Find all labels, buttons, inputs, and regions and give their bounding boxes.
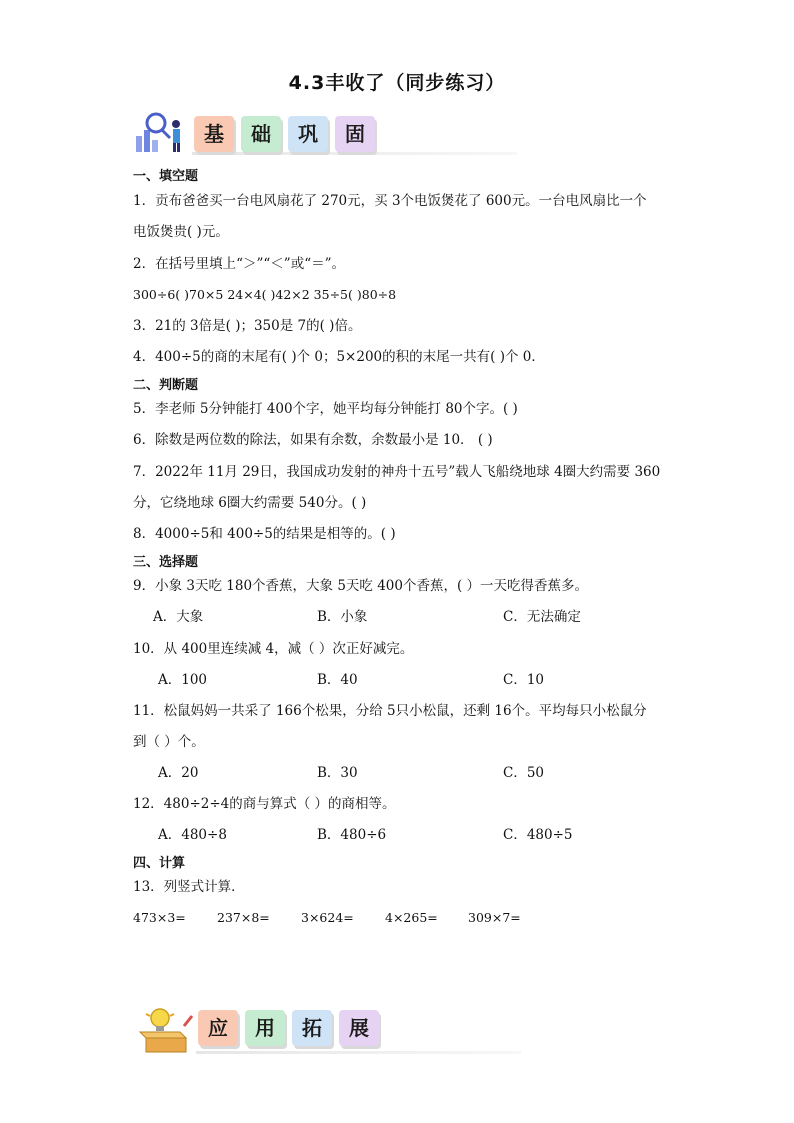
- question-2-line2: 300÷6( )70×5 24×4( )42×2 35÷5( )80÷8: [133, 287, 397, 302]
- question-10-option-b: B．40: [317, 672, 358, 688]
- question-6: 6．除数是两位数的除法，如果有余数，余数最小是 10． ( ): [133, 432, 493, 448]
- question-7-line2: 分，它绕地球 6圈大约需要 540分。( ): [133, 495, 367, 511]
- banner-tile: 础: [241, 116, 281, 152]
- banner-tile: 展: [339, 1010, 379, 1046]
- calc-item: 4×265=: [385, 910, 438, 925]
- question-4: 4．400÷5的商的末尾有( )个 0；5×200的积的末尾一共有( )个 0．: [133, 349, 545, 365]
- page-title: 4.3丰收了（同步练习）: [288, 72, 506, 94]
- lightbulb-box-icon: [136, 1006, 196, 1054]
- calc-item: 309×7=: [468, 910, 521, 925]
- question-12-option-a: A．480÷8: [158, 827, 227, 843]
- question-11-line2: 到（ ）个。: [133, 734, 205, 750]
- section-heading-choice: 三、选择题: [133, 555, 199, 570]
- section-heading-fill: 一、填空题: [133, 169, 199, 184]
- banner-tile: 基: [194, 116, 234, 152]
- question-7-line1: 7．2022年 11月 29日，我国成功发射的神舟十五号”载人飞船绕地球 4圈大约需要 360: [133, 464, 661, 480]
- section-heading-calc: 四、计算: [133, 856, 186, 871]
- question-5: 5．李老师 5分钟能打 400个字，她平均每分钟能打 80个字。( ): [133, 401, 518, 417]
- question-9-option-c: C．无法确定: [503, 609, 581, 625]
- question-9-option-b: B．小象: [317, 609, 368, 625]
- question-1-line1: 1．贡布爸爸买一台电风扇花了 270元，买 3个电饭煲花了 600元。一台电风扇比一个: [133, 193, 647, 209]
- question-11-option-a: A．20: [158, 765, 199, 781]
- banner-underline: [196, 1051, 521, 1054]
- banner-tile: 巩: [288, 116, 328, 152]
- question-2-line1: 2．在括号里填上“＞”“＜”或“＝”。: [133, 256, 345, 272]
- question-3: 3．21的 3倍是( )；350是 7的( )倍。: [133, 318, 362, 334]
- question-8: 8．4000÷5和 400÷5的结果是相等的。( ): [133, 526, 396, 542]
- section-banner-basic: [132, 110, 392, 154]
- calc-item: 3×624=: [301, 910, 354, 925]
- question-12-option-c: C．480÷5: [503, 827, 573, 843]
- question-10-option-c: C．10: [503, 672, 545, 688]
- question-11-line1: 11．松鼠妈妈一共采了 166个松果，分给 5只小松鼠，还剩 16个。平均每只小松鼠分: [133, 703, 647, 719]
- question-11-option-c: C．50: [503, 765, 545, 781]
- banner-tile: 拓: [292, 1010, 332, 1046]
- question-11-option-b: B．30: [317, 765, 358, 781]
- magnifier-chart-icon: [132, 110, 190, 154]
- banner-tile: 固: [335, 116, 375, 152]
- banner-underline: [192, 152, 517, 155]
- calc-item: 473×3=: [133, 910, 186, 925]
- question-12: 12．480÷2÷4的商与算式（ ）的商相等。: [133, 796, 396, 812]
- banner-tile: 应: [198, 1010, 238, 1046]
- question-13: 13．列竖式计算．: [133, 879, 245, 895]
- banner-tile: 用: [245, 1010, 285, 1046]
- question-12-option-b: B．480÷6: [317, 827, 387, 843]
- question-9-option-a: A．大象: [153, 609, 204, 625]
- question-1-line2: 电饭煲贵( )元。: [133, 224, 229, 240]
- question-10: 10．从 400里连续减 4，减（ ）次正好减完。: [133, 641, 414, 657]
- section-heading-judge: 二、判断题: [133, 378, 199, 393]
- question-10-option-a: A．100: [158, 672, 208, 688]
- calc-item: 237×8=: [217, 910, 270, 925]
- question-9: 9．小象 3天吃 180个香蕉，大象 5天吃 400个香蕉，( ）一天吃得香蕉多。: [133, 578, 589, 594]
- section-banner-extension: [136, 1006, 396, 1054]
